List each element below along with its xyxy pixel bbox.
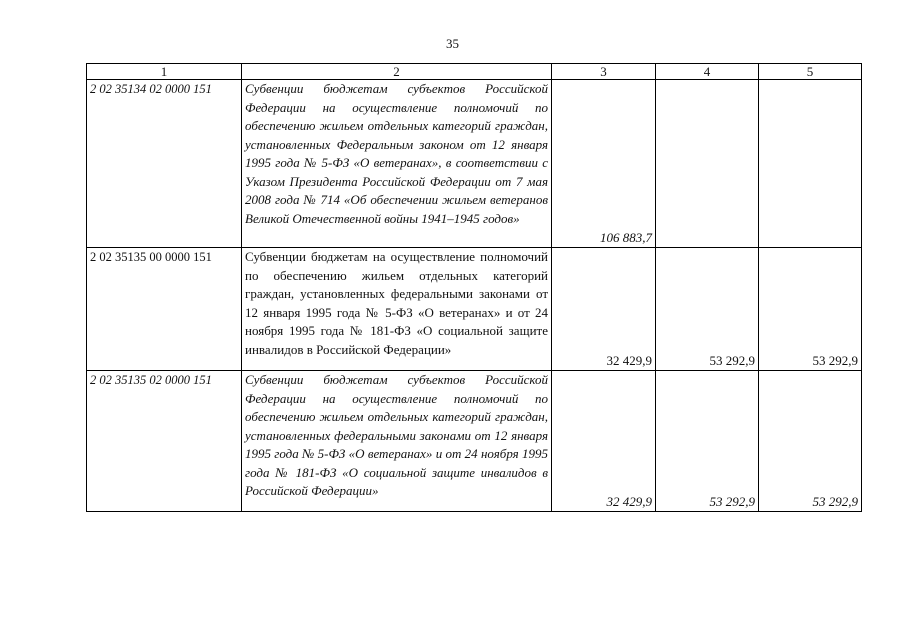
row-value-col3: 32 429,9 (552, 371, 656, 512)
row-value-col5 (759, 80, 862, 248)
row-value-col4: 53 292,9 (656, 248, 759, 371)
row-value-col5: 53 292,9 (759, 371, 862, 512)
row-value-col5: 53 292,9 (759, 248, 862, 371)
row-value-col3: 32 429,9 (552, 248, 656, 371)
table-row (87, 80, 862, 248)
row-description: Субвенции бюджетам на осуществление полномочий по обеспечению жильем отдельных категорий граждан, установленных федеральными законами от 12 января 1995 года № 5-ФЗ «О ветеранах» и от 24 ноября 1995 года № 181-ФЗ «О социальной защите инвалидов в Российской Федерации» (242, 248, 552, 371)
row-code: 2 02 35134 02 0000 151 (87, 80, 242, 248)
row-code: 2 02 35135 00 0000 151 (87, 248, 242, 371)
header-row (87, 64, 862, 80)
row-value-col3: 106 883,7 (552, 80, 656, 248)
row-value-col4 (656, 80, 759, 248)
row-code: 2 02 35135 02 0000 151 (87, 371, 242, 512)
header-col-1: 1 (87, 64, 242, 80)
header-col-5: 5 (759, 64, 862, 80)
row-description: Субвенции бюджетам субъектов Российской Федерации на осуществление полномочий по обеспечению жильем отдельных категорий граждан, установленных Федеральным законом от 12 января 1995 года № 5-ФЗ «О ветеранах», в соответствии с Указом Президента Российской Федерации от 7 мая 2008 года № 714 «Об обеспечении жильем ветеранов Великой Отечественной войны 1941–1945 годов» (242, 80, 552, 248)
table-row (87, 371, 862, 512)
row-value-col4: 53 292,9 (656, 371, 759, 512)
row-description: Субвенции бюджетам субъектов Российской Федерации на осуществление полномочий по обеспечению жильем отдельных категорий граждан, установленных федеральными законами от 12 января 1995 года № 5-ФЗ «О ветеранах» и от 24 ноября 1995 года № 181-ФЗ «О социальной защите инвалидов в Российской Федерации» (242, 371, 552, 512)
budget-table (86, 63, 862, 512)
page-number: 35 (446, 36, 459, 51)
table-row (87, 248, 862, 371)
header-col-2: 2 (242, 64, 552, 80)
header-col-4: 4 (656, 64, 759, 80)
header-col-3: 3 (552, 64, 656, 80)
